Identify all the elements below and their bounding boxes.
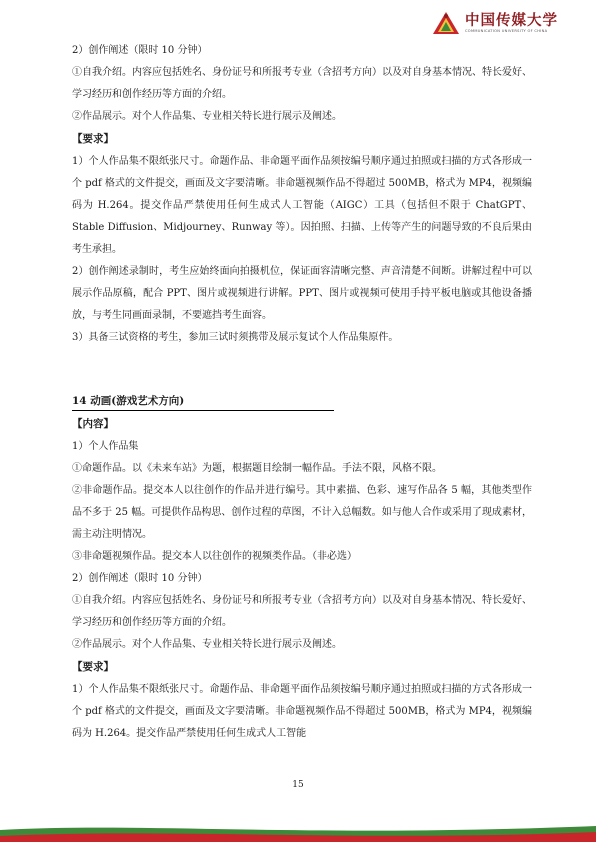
paragraph: ①命题作品。以《未来车站》为题，根据题目绘制一幅作品。手法不限，风格不限。: [72, 463, 442, 474]
requirements-heading: 【要求】: [72, 133, 114, 145]
paragraph: ②非命题作品。提交本人以往创作的作品并进行编号。其中素描、色彩、速写作品各 5 幅，其他类型作品不多于 25 幅。可提供作品构思、创作过程的草图，不计入总幅数。如与他人合作或采用了现成素材，需主动注明情况。: [72, 485, 532, 540]
section-title-text: 14 动画(游戏艺术方向): [72, 395, 185, 407]
section-title: [72, 392, 334, 411]
logo-chinese-name: 中国传媒大学: [465, 11, 558, 29]
university-logo: [431, 10, 558, 36]
paragraph: ③非命题视频作品。提交本人以往创作的视频类作品。（非必选）: [72, 551, 357, 562]
paragraph: 2）创作阐述（限时 10 分钟）: [72, 573, 208, 584]
page-number: 15: [292, 780, 304, 790]
requirements-heading: 【要求】: [72, 661, 114, 673]
content-heading: 【内容】: [72, 418, 114, 430]
university-emblem-icon: [431, 10, 461, 36]
paragraph: ②作品展示。对个人作品集、专业相关特长进行展示及阐述。: [72, 111, 342, 122]
footer-decoration: [0, 820, 596, 842]
paragraph: 2）创作阐述（限时 10 分钟）: [72, 45, 208, 56]
paragraph: ①自我介绍。内容应包括姓名、身份证号和所报考专业（含招考方向）以及对自身基本情况、特长爱好、学习经历和创作经历等方面的介绍。: [72, 595, 532, 628]
paragraph: 3）具备三试资格的考生，参加三试时须携带及展示复试个人作品集原件。: [72, 332, 399, 343]
paragraph: 1）个人作品集: [72, 441, 139, 452]
paragraph: 1）个人作品集不限纸张尺寸。命题作品、非命题平面作品须按编号顺序通过拍照或扫描的方式各形成一个 pdf 格式的文件提交，画面及文字要清晰。非命题视频作品不得超过 500MB，格式为 MP4，视频编码为 H.264。提交作品严禁使用任何生成式人工智能（AIGC）工具（包括但不限于 ChatGPT、Stable Diffusion、Midjourney、Runway 等）。因拍照、扫描、上传等产生的问题导致的不良后果由考生承担。: [72, 156, 532, 255]
paragraph: ①自我介绍。内容应包括姓名、身份证号和所报考专业（含招考方向）以及对自身基本情况、特长爱好、学习经历和创作经历等方面的介绍。: [72, 67, 532, 100]
document-body-top: [72, 40, 532, 349]
document-body-bottom: [72, 413, 532, 745]
paragraph: 1）个人作品集不限纸张尺寸。命题作品、非命题平面作品须按编号顺序通过拍照或扫描的方式各形成一个 pdf 格式的文件提交，画面及文字要清晰。非命题视频作品不得超过 500MB，格式为 MP4，视频编码为 H.264。提交作品严禁使用任何生成式人工智能: [72, 684, 532, 739]
paragraph: ②作品展示。对个人作品集、专业相关特长进行展示及阐述。: [72, 639, 342, 650]
logo-english-name: COMMUNICATION UNIVERSITY OF CHINA: [465, 28, 548, 33]
paragraph: 2）创作阐述录制时，考生应始终面向拍摄机位，保证面容清晰完整、声音清楚不间断。讲解过程中可以展示作品原稿，配合 PPT、图片或视频进行讲解。PPT、图片或视频可使用手持平板电脑或其他设备播放，与考生同画面录制，不要遮挡考生面容。: [72, 266, 532, 321]
